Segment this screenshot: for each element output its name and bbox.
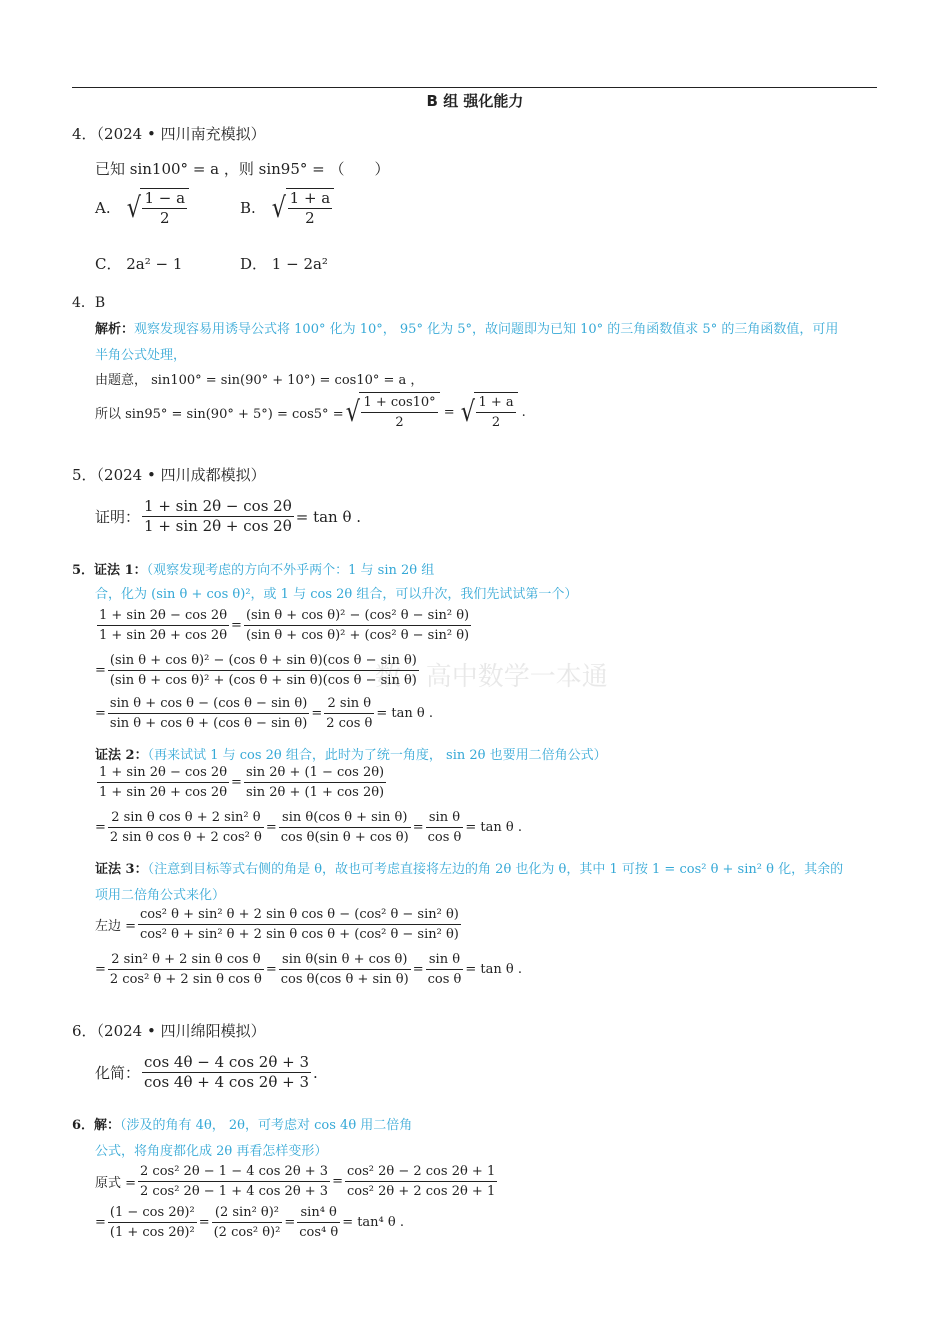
a5-m1-hint1: （观察发现考虑的方向不外乎两个：1 与 sin 2θ 组 — [146, 563, 435, 578]
a5-m3-hint2: 项用二倍角公式来化） — [95, 888, 226, 903]
a5-m2-l2-frac2 — [279, 808, 411, 847]
num: sin θ — [426, 950, 464, 970]
den: 2 sin θ cos θ + 2 cos² θ — [109, 830, 262, 845]
den: (1 + cos 2θ)² — [109, 1225, 195, 1240]
a5-m2-l2-frac1 — [108, 808, 264, 847]
q4-option-d: D． 1 − 2a² — [240, 255, 328, 273]
den: 1 + sin 2θ + cos 2θ — [99, 628, 228, 643]
num: 1 + sin 2θ − cos 2θ — [97, 606, 229, 626]
a5-m1-l3-frac2 — [324, 694, 374, 733]
den: (sin θ + cos θ)² + (cos θ + sin θ)(cos θ − sin θ) — [109, 673, 417, 688]
a5-m1-line3: = $\frac{\text{sin θ + cos θ − (cos θ − sin θ)}}{\text{sin θ + cos θ + (cos θ − sin θ)}}$ = $\frac{\text{2 sin θ}}{\text{2 cos θ}}$ = tan θ . — [95, 696, 433, 731]
a4-label: 解析： — [95, 322, 135, 337]
option-b-num: 1 + a — [289, 189, 331, 207]
q5-title: 5．（2024 • 四川成都模拟） — [72, 466, 266, 484]
a5-m1-line2: = $\frac{\text{(sin θ + cos θ)² − (cos θ + sin θ)(cos θ − sin θ)}}{\text{(sin θ + cos θ)² + (cos θ + sin θ)(cos θ − sin θ)}}$ — [95, 653, 417, 688]
a6-pre: 原式 = — [95, 1176, 137, 1191]
q6-title: 6．（2024 • 四川绵阳模拟） — [72, 1022, 266, 1040]
q6-statement — [95, 1053, 318, 1092]
a4-frac2 — [476, 393, 515, 432]
a5-m2-l2-frac3 — [426, 808, 464, 847]
num: sin θ + cos θ − (cos θ − sin θ) — [108, 694, 309, 714]
a4-step1: 由题意， sin100° = sin(90° + 10°) = cos10° = a ， — [95, 373, 424, 388]
den: (2 cos² θ)² — [213, 1225, 281, 1240]
q6-pre: 化简： — [95, 1064, 141, 1082]
a5-m3-l2-frac3 — [426, 950, 464, 989]
option-a-den: 2 — [159, 209, 170, 227]
den: sin 2θ + (1 + cos 2θ) — [245, 785, 385, 800]
q5-statement — [95, 497, 361, 536]
q6-den: cos 4θ + 4 cos 2θ + 3 — [144, 1073, 310, 1091]
num: cos² 2θ − 2 cos 2θ + 1 — [345, 1162, 497, 1182]
a4-sqrt1: √ $\frac{1 + \cos 10^\circ}{2}$ — [344, 392, 440, 432]
q5-frac — [142, 497, 294, 536]
a4-hint1: 观察发现容易用诱导公式将 100° 化为 10°， 95° 化为 5°，故问题即为已知 10° 的三角函数值求 5° 的三角函数值，可用 — [134, 322, 839, 337]
a5-m1-hint2: 合，化为 (sin θ + cos θ)²，或 1 与 cos 2θ 组合，可以升次，我们先试试第一个） — [95, 587, 578, 602]
a5-m2-line1: $\frac{1 + \sin 2\theta - \cos 2\theta}{1 + \sin 2\theta + \cos 2\theta}$ = $\frac{\sin 2\theta + (1 - \cos 2\theta)}{\sin 2\theta + (1 + \cos 2\theta)}$ — [99, 765, 385, 800]
a4-step2-pre: 所以 sin95° = sin(90° + 5°) = cos5° = — [95, 406, 344, 422]
den: cos θ — [427, 972, 462, 987]
a4-frac1-den: 2 — [395, 415, 404, 430]
a5-m1-l3-frac1 — [108, 694, 309, 733]
a4-hint-line2: 半角公式处理， — [95, 348, 187, 363]
section-heading: B 组 强化能力 — [426, 92, 524, 110]
num: sin 2θ + (1 − cos 2θ) — [244, 763, 386, 783]
num: sin θ(cos θ + sin θ) — [279, 808, 411, 828]
den: 2 cos² 2θ − 1 + 4 cos 2θ + 3 — [140, 1184, 329, 1199]
a5-m3-l2-frac2 — [279, 950, 411, 989]
q6-frac — [142, 1053, 311, 1092]
num: 2 sin θ — [324, 694, 374, 714]
a5-m3-l1-frac — [138, 905, 461, 944]
q5-pre: 证明： — [95, 508, 141, 526]
a5-m3-hint1: （注意到目标等式右侧的角是 θ，故也可考虑直接将左边的角 2θ 也化为 θ，其中 1 可按 1 = cos² θ + sin² θ 化，其余的 — [147, 862, 844, 877]
num: 2 sin θ cos θ + 2 sin² θ — [108, 808, 264, 828]
a6-l2-frac1 — [108, 1203, 197, 1242]
den: 1 + sin 2θ + cos 2θ — [99, 785, 228, 800]
a5-m2-l1-frac2 — [244, 763, 386, 802]
a5-m1-end: = tan θ . — [376, 706, 433, 721]
a4-eq: = — [443, 404, 455, 420]
option-b-frac — [288, 189, 333, 228]
option-b-sqrt: √ $\frac{1 + a}{2}$ — [270, 188, 334, 228]
a5-m1-l1-frac2 — [244, 606, 471, 645]
den: 2 cos² θ + 2 sin θ cos θ — [109, 972, 262, 987]
num: sin θ — [426, 808, 464, 828]
den: cos θ — [427, 830, 462, 845]
q6-post: . — [313, 1063, 318, 1082]
a5-m2-hint: （再来试试 1 与 cos 2θ 组合，此时为了统一角度， sin 2θ 也要用二倍角公式） — [147, 748, 607, 763]
a6-l2-frac2 — [212, 1203, 283, 1242]
a4-frac1-num: 1 + cos10° — [361, 393, 437, 413]
a6-l1-frac2 — [345, 1162, 497, 1201]
a6-hint2: 公式，将角度都化成 2θ 再看怎样变形） — [95, 1144, 328, 1159]
a4-frac1 — [361, 393, 437, 432]
top-rule — [72, 87, 877, 88]
a4-sqrt2: √ $\frac{1 + a}{2}$ — [459, 392, 518, 432]
num: (2 sin² θ)² — [212, 1203, 283, 1223]
q4-option-c: C． 2a² − 1 — [95, 255, 183, 273]
a6-hint1: （涉及的角有 4θ， 2θ，可考虑对 cos 4θ 用二倍角 — [120, 1118, 413, 1133]
a6-end: = tan⁴ θ . — [342, 1215, 404, 1230]
a5-m3-line1 — [95, 905, 463, 944]
a5-m3-l2-frac1 — [108, 950, 264, 989]
option-a-sqrt: √ $\frac{1 - a}{2}$ — [125, 188, 189, 228]
a6-line1: 原式 = $\frac{\text{2 cos² 2θ − 1 − 4 cos 2θ + 3}}{\text{2 cos² 2θ − 1 + 4 cos 2θ + 3}}$ = $\frac{\text{cos² 2θ − 2 cos 2θ + 1}}{\text{cos² 2θ + 2 cos 2θ + 1}}$ — [95, 1164, 496, 1199]
den: cos⁴ θ — [299, 1225, 339, 1240]
q4-option-b — [240, 188, 334, 228]
a4-frac2-den: 2 — [491, 415, 501, 430]
a5-m3-header — [95, 858, 843, 877]
option-b-label: B. — [240, 199, 256, 217]
a5-m2-label: 证法 2： — [95, 748, 148, 763]
a5-m1-line1: $\frac{1 + \sin 2\theta - \cos 2\theta}{1 + \sin 2\theta + \cos 2\theta}$ = $\frac{\text{(sin θ + cos θ)² − (cos² θ − sin² θ)}}{\text{(sin θ + cos θ)² + (cos² θ − sin² θ)}}$ — [99, 608, 470, 643]
a5-m2-end: = tan θ . — [465, 820, 522, 835]
a4-hint-line1 — [95, 318, 838, 337]
watermark: 数 · 高中数学一本通 — [375, 662, 608, 692]
a5-m2-line2: = $\frac{\text{2 sin θ cos θ + 2 sin² θ}}{\text{2 sin θ cos θ + 2 cos² θ}}$ = $\frac{\text{sin θ(cos θ + sin θ)}}{\text{cos θ(sin θ + cos θ)}}$ = $\frac{\text{sin θ}}{\text{cos θ}}$ = tan θ . — [95, 810, 522, 845]
a4-end: . — [521, 404, 526, 420]
num: (sin θ + cos θ)² − (cos θ + sin θ)(cos θ − sin θ) — [108, 651, 419, 671]
a5-m1-label: 5．证法 1： — [72, 563, 147, 578]
option-a-frac — [142, 189, 187, 228]
a6-l1-frac1 — [138, 1162, 330, 1201]
den: cos² 2θ + 2 cos 2θ + 1 — [347, 1184, 496, 1199]
num: cos² θ + sin² θ + 2 sin θ cos θ − (cos² θ − sin² θ) — [138, 905, 461, 925]
a4-frac2-num: 1 + a — [476, 393, 515, 413]
a5-m1-header — [72, 559, 434, 578]
num: sin θ(sin θ + cos θ) — [279, 950, 411, 970]
den: cos θ(sin θ + cos θ) — [280, 830, 409, 845]
num: (sin θ + cos θ)² − (cos² θ − sin² θ) — [244, 606, 471, 626]
a5-m3-end: = tan θ . — [465, 962, 522, 977]
a4-answer: 4．B — [72, 295, 106, 311]
a6-line2: = $\frac{\text{(1 − cos 2θ)²}}{\text{(1 + cos 2θ)²}}$ = $\frac{\text{(2 sin² θ)²}}{\text{(2 cos² θ)²}}$ = $\frac{\text{sin⁴ θ}}{\text{cos⁴ θ}}$ = tan⁴ θ . — [95, 1205, 404, 1240]
a5-m3-line2: = $\frac{\text{2 sin² θ + 2 sin θ cos θ}}{\text{2 cos² θ + 2 sin θ cos θ}}$ = $\frac{\text{sin θ(sin θ + cos θ)}}{\text{cos θ(cos θ + sin θ)}}$ = $\frac{\text{sin θ}}{\text{cos θ}}$ = tan θ . — [95, 952, 522, 987]
den: (sin θ + cos θ)² + (cos² θ − sin² θ) — [245, 628, 470, 643]
a5-m1-l1-frac1 — [97, 606, 229, 645]
a6-label: 6．解： — [72, 1118, 121, 1133]
num: 1 + sin 2θ − cos 2θ — [97, 763, 229, 783]
den: cos θ(cos θ + sin θ) — [280, 972, 409, 987]
q5-post: = tan θ . — [295, 507, 362, 526]
a5-m3-pre: 左边 = — [95, 919, 137, 934]
q6-num: cos 4θ − 4 cos 2θ + 3 — [144, 1053, 310, 1071]
a5-m2-l1-frac1 — [97, 763, 229, 802]
q4-option-a — [95, 188, 189, 228]
a5-m3-label: 证法 3： — [95, 862, 148, 877]
q4-stem: 已知 sin100° = a ，则 sin95° = （ ） — [95, 160, 390, 178]
den: cos² θ + sin² θ + 2 sin θ cos θ + (cos² θ − sin² θ) — [140, 927, 459, 942]
q4-title: 4．（2024 • 四川南充模拟） — [72, 125, 266, 143]
den: 2 cos θ — [326, 716, 373, 731]
den: sin θ + cos θ + (cos θ − sin θ) — [109, 716, 308, 731]
a5-m2-header — [95, 744, 607, 763]
a6-header — [72, 1114, 412, 1133]
num: 2 sin² θ + 2 sin θ cos θ — [108, 950, 264, 970]
a6-l2-frac3 — [297, 1203, 340, 1242]
a4-step2 — [95, 392, 526, 432]
option-a-num: 1 − a — [144, 189, 186, 207]
option-b-den: 2 — [305, 209, 315, 227]
num: 2 cos² 2θ − 1 − 4 cos 2θ + 3 — [138, 1162, 330, 1182]
num: sin⁴ θ — [297, 1203, 340, 1223]
q5-num: 1 + sin 2θ − cos 2θ — [144, 497, 292, 515]
q5-den: 1 + sin 2θ + cos 2θ — [144, 517, 292, 535]
num: (1 − cos 2θ)² — [108, 1203, 197, 1223]
a5-m1-l2-frac — [108, 651, 419, 690]
option-a-label: A. — [95, 199, 111, 217]
